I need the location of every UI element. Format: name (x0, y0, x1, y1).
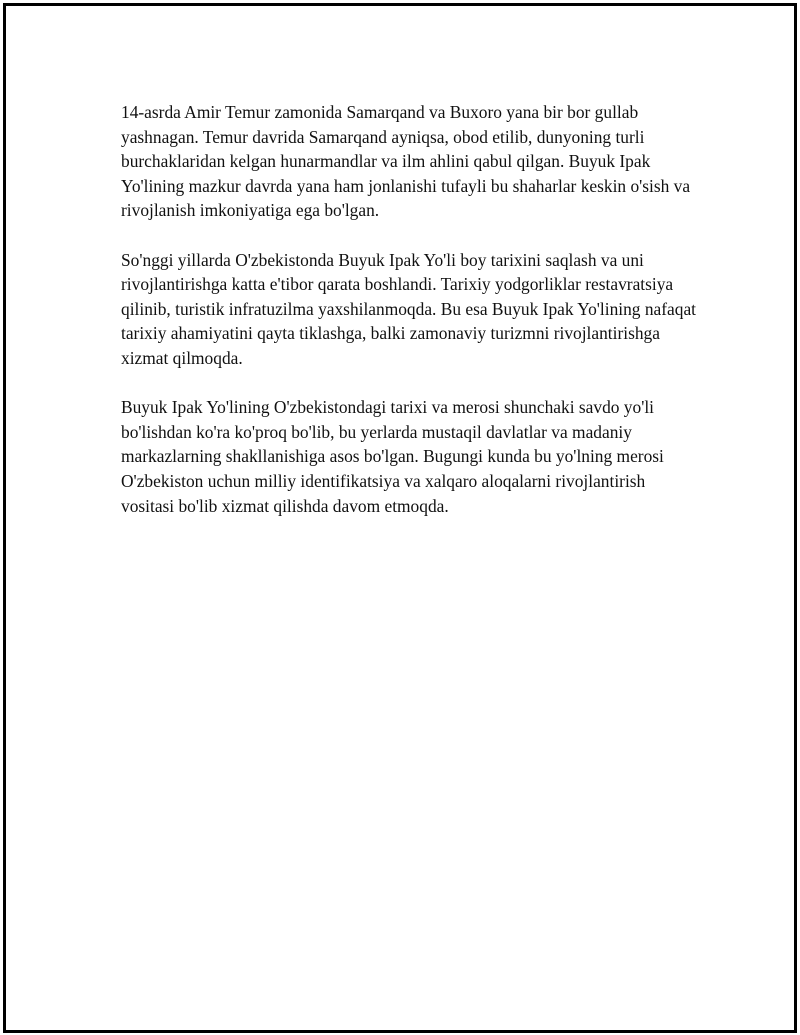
page-frame (3, 3, 797, 1033)
paragraph-recent-years: So'nggi yillarda O'zbekistonda Buyuk Ipak Yo'li boy tarixini saqlash va uni rivojlantirishga katta e'tibor qarata boshlandi. Tarixiy yodgorliklar restavratsiya qilinib, turistik infratuzilma yaxshilanmoqda. Bu esa Buyuk Ipak Yo'lining nafaqat tarixiy ahamiyatini qayta tiklashga, balki zamonaviy turizmni rivojlantirishga xizmat qilmoqda. (121, 249, 697, 368)
paragraph-amir-temur: 14-asrda Amir Temur zamonida Samarqand va Buxoro yana bir bor gullab yashnagan. Temur davrida Samarqand ayniqsa, obod etilib, dunyoning turli burchaklaridan kelgan hunarmandlar va ilm ahlini qabul qilgan. Buyuk Ipak Yo'lining mazkur davrda yana ham jonlanishi tufayli bu shaharlar keskin o'sish va rivojlanish imkoniyatiga ega bo'lgan. (121, 102, 691, 221)
page-content (121, 100, 696, 543)
paragraph-heritage: Buyuk Ipak Yo'lining O'zbekistondagi tarixi va merosi shunchaki savdo yo'li bo'lishdan ko'ra ko'proq bo'lib, bu yerlarda mustaqil davlatlar va madaniy markazlarning shakllanishiga asos bo'lgan. Bugungi kunda bu yo'lning merosi O'zbekiston uchun milliy identifikatsiya va xalqaro aloqalarni rivojlantirish vositasi bo'lib xizmat qilishda davom etmoqda. (121, 397, 664, 516)
